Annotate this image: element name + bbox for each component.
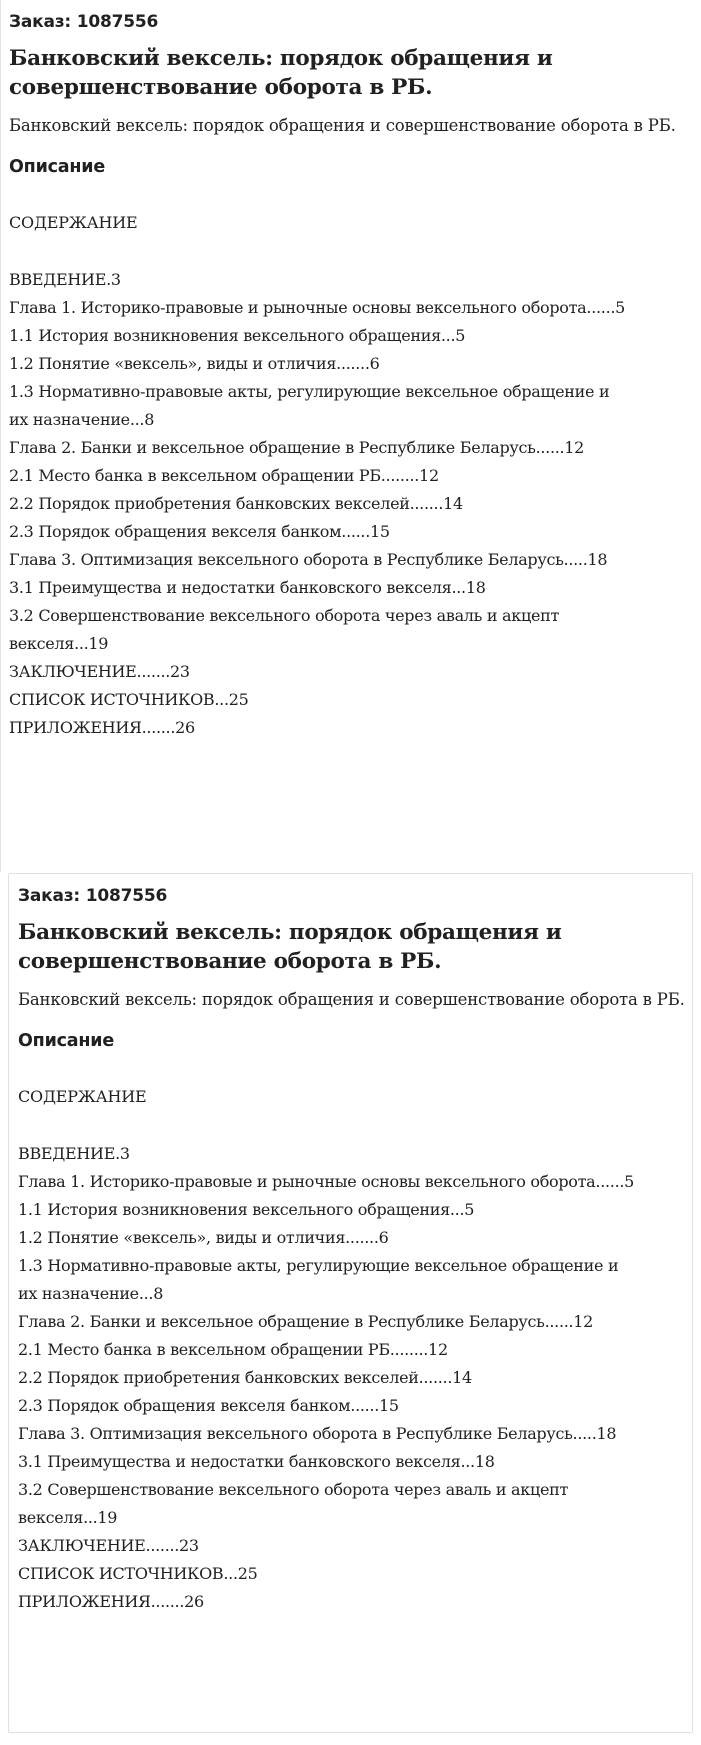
toc-heading: СОДЕРЖАНИЕ [18,1087,147,1106]
toc-item: Глава 1. Историко-правовые и рыночные основы вексельного оборота......5 [9,298,626,317]
toc-item: ЗАКЛЮЧЕНИЕ.......23 [9,662,190,681]
toc-item: СПИСОК ИСТОЧНИКОВ...25 [18,1564,258,1583]
toc-item: 2.3 Порядок обращения векселя банком......15 [18,1396,399,1415]
toc-item: 3.1 Преимущества и недостатки банковского векселя...18 [9,578,486,597]
toc-item: ВВЕДЕНИЕ.3 [9,270,121,289]
order-subtitle: Банковский вексель: порядок обращения и совершенствование оборота в РБ. [18,990,685,1009]
toc-item: Глава 3. Оптимизация вексельного оборота в Республике Беларусь.....18 [18,1424,617,1443]
order-subtitle: Банковский вексель: порядок обращения и совершенствование оборота в РБ. [9,116,676,135]
description-heading: Описание [18,1031,115,1051]
description-heading: Описание [9,157,106,177]
order-number: Заказ: 1087556 [18,886,168,906]
toc-item: 2.1 Место банка в вексельном обращении РБ........12 [18,1340,448,1359]
toc-item: 3.2 Совершенствование вексельного оборота через аваль и акцепт векселя...19 [18,1480,569,1527]
order-card [8,873,693,1733]
order-title: Банковский вексель: порядок обращения и совершенствование оборота в РБ. [18,920,562,974]
table-of-contents [18,1140,692,1616]
toc-item: СПИСОК ИСТОЧНИКОВ...25 [9,690,249,709]
order-title: Банковский вексель: порядок обращения и совершенствование оборота в РБ. [9,46,553,100]
toc-item: 2.1 Место банка в вексельном обращении РБ........12 [9,466,439,485]
toc-item: 1.3 Нормативно-правовые акты, регулирующие вексельное обращение и их назначение...8 [9,382,610,429]
toc-item: 1.2 Понятие «вексель», виды и отличия.......6 [18,1228,389,1247]
toc-item: Глава 2. Банки и вексельное обращение в Республике Беларусь......12 [9,438,585,457]
order-number: Заказ: 1087556 [9,12,159,32]
toc-item: 3.1 Преимущества и недостатки банковского векселя...18 [18,1452,495,1471]
toc-item: 1.1 История возникновения вексельного обращения...5 [9,326,466,345]
toc-item: ПРИЛОЖЕНИЯ.......26 [9,718,195,737]
toc-item: 3.2 Совершенствование вексельного оборота через аваль и акцепт векселя...19 [9,606,560,653]
toc-item: 2.2 Порядок приобретения банковских векселей.......14 [9,494,463,513]
toc-item: ПРИЛОЖЕНИЯ.......26 [18,1592,204,1611]
toc-item: 2.2 Порядок приобретения банковских векселей.......14 [18,1368,472,1387]
toc-item: 1.2 Понятие «вексель», виды и отличия.......6 [9,354,380,373]
toc-heading: СОДЕРЖАНИЕ [9,213,138,232]
toc-item: ВВЕДЕНИЕ.3 [18,1144,130,1163]
toc-item: 1.3 Нормативно-правовые акты, регулирующие вексельное обращение и их назначение...8 [18,1256,619,1303]
toc-item: Глава 2. Банки и вексельное обращение в Республике Беларусь......12 [18,1312,594,1331]
toc-item: Глава 1. Историко-правовые и рыночные основы вексельного оборота......5 [18,1172,635,1191]
order-card [0,0,701,872]
table-of-contents [9,266,701,742]
toc-item: 1.1 История возникновения вексельного обращения...5 [18,1200,475,1219]
toc-item: 2.3 Порядок обращения векселя банком......15 [9,522,390,541]
toc-item: Глава 3. Оптимизация вексельного оборота в Республике Беларусь.....18 [9,550,608,569]
toc-item: ЗАКЛЮЧЕНИЕ.......23 [18,1536,199,1555]
